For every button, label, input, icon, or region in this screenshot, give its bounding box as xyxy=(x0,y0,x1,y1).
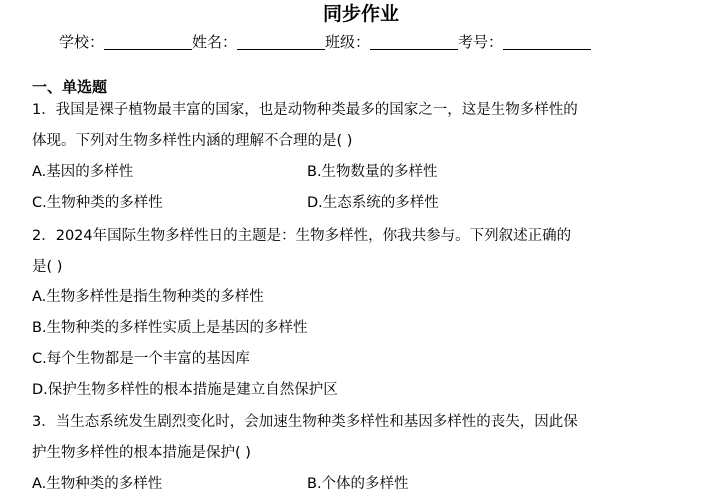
name-field xyxy=(192,32,325,52)
q3-stem-line1: 3．当生态系统发生剧烈变化时，会加速生物种类多样性和基因多样性的丧失，因此保 xyxy=(32,414,578,430)
q1-option-b: B.生物数量的多样性 xyxy=(307,164,438,180)
q1-stem-line2: 体现。下列对生物多样性内涵的理解不合理的是( ) xyxy=(32,133,353,149)
q1-stem-line1: 1．我国是裸子植物最丰富的国家，也是动物种类最多的国家之一，这是生物多样性的 xyxy=(32,102,578,118)
name-blank xyxy=(237,48,325,50)
school-field xyxy=(59,32,192,52)
exam-no-field xyxy=(458,32,591,52)
name-label: 姓名： xyxy=(192,33,238,51)
q3-option-b: B.个体的多样性 xyxy=(307,476,409,492)
q2-stem-line1: 2．2024年国际生物多样性日的主题是：生物多样性，你我共参与。下列叙述正确的 xyxy=(32,228,572,244)
class-label: 班级： xyxy=(325,33,371,51)
q3-option-a: A.生物种类的多样性 xyxy=(32,476,163,492)
q1-option-a: A.基因的多样性 xyxy=(32,164,134,180)
q1-option-c: C.生物种类的多样性 xyxy=(32,195,163,211)
exam-no-label: 考号： xyxy=(458,33,504,51)
q1-option-d: D.生态系统的多样性 xyxy=(307,195,439,211)
student-info-row xyxy=(59,32,591,52)
section-heading: 一、单选题 xyxy=(32,78,108,96)
q2-stem-line2: 是( ) xyxy=(32,259,63,275)
q2-option-a: A.生物多样性是指生物种类的多样性 xyxy=(32,289,264,305)
school-blank xyxy=(104,48,192,50)
page-title: 同步作业 xyxy=(322,3,399,25)
exam-no-blank xyxy=(503,48,591,50)
class-blank xyxy=(370,48,458,50)
school-label: 学校： xyxy=(59,33,105,51)
class-field xyxy=(325,32,458,52)
q2-option-b: B.生物种类的多样性实质上是基因的多样性 xyxy=(32,320,308,336)
q3-stem-line2: 护生物多样性的根本措施是保护( ) xyxy=(32,445,251,461)
q2-option-d: D.保护生物多样性的根本措施是建立自然保护区 xyxy=(32,382,338,398)
q2-option-c: C.每个生物都是一个丰富的基因库 xyxy=(32,351,250,367)
